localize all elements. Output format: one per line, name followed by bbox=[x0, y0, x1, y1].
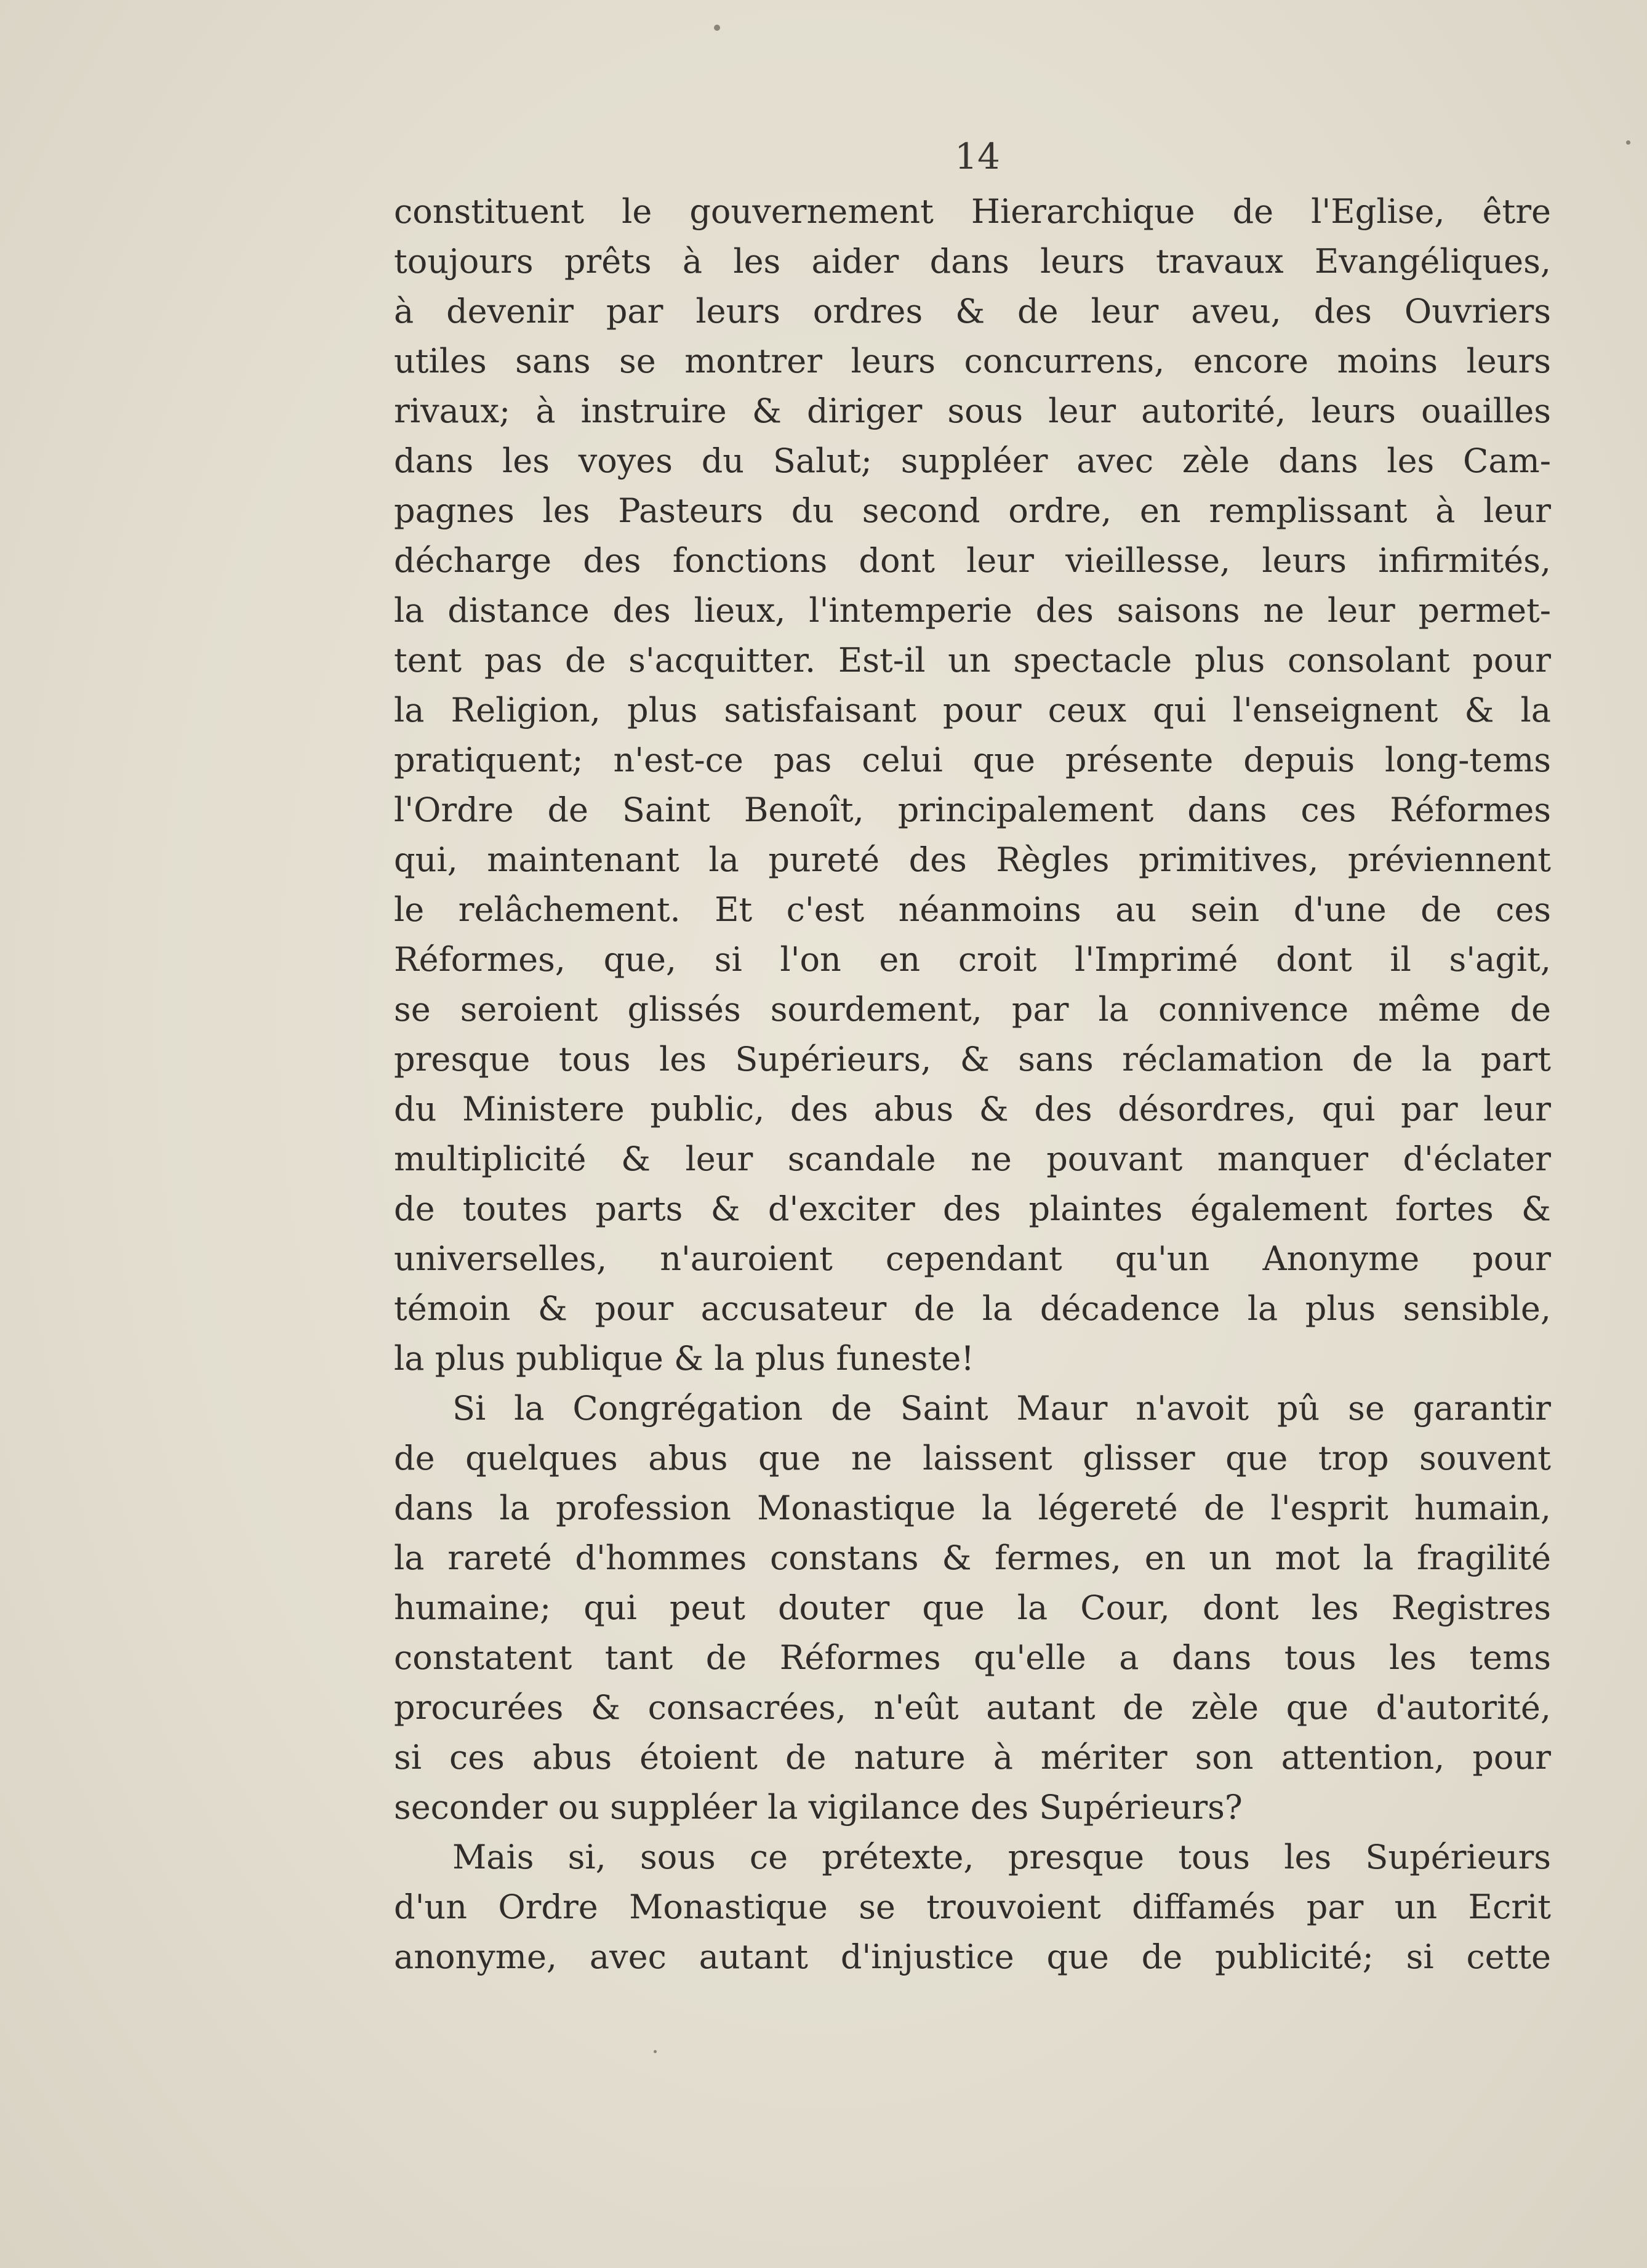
text-line: qui, maintenant la pureté des Règles primitives, préviennent bbox=[394, 840, 1551, 879]
text-line: d'un Ordre Monastique se trouvoient diffamés par un Ecrit bbox=[394, 1888, 1551, 1926]
text-line: le relâchement. Et c'est néanmoins au sein d'une de ces bbox=[394, 890, 1551, 929]
text-line: constatent tant de Réformes qu'elle a dans tous les tems bbox=[394, 1638, 1551, 1677]
text-line: dans la profession Monastique la légereté de l'esprit humain, bbox=[394, 1489, 1551, 1527]
text-line: de toutes parts & d'exciter des plaintes également fortes & bbox=[394, 1189, 1551, 1228]
paragraph-first-line: Si la Congrégation de Saint Maur n'avoit pû se garantir bbox=[452, 1389, 1551, 1428]
text-line: Réformes, que, si l'on en croit l'Imprimé dont il s'agit, bbox=[394, 940, 1551, 979]
ink-speck bbox=[714, 25, 720, 31]
text-line: se seroient glissés sourdement, par la connivence même de bbox=[394, 990, 1551, 1029]
text-line: si ces abus étoient de nature à mériter son attention, pour bbox=[394, 1738, 1551, 1777]
text-line: la Religion, plus satisfaisant pour ceux qui l'enseignent & la bbox=[394, 691, 1551, 730]
text-line: constituent le gouvernement Hierarchique de l'Eglise, être bbox=[394, 192, 1551, 231]
text-line: pratiquent; n'est-ce pas celui que présente depuis long-tems bbox=[394, 741, 1551, 779]
body-text bbox=[394, 187, 1551, 1982]
text-line: dans les voyes du Salut; suppléer avec zèle dans les Cam- bbox=[394, 441, 1551, 480]
text-line: à devenir par leurs ordres & de leur aveu, des Ouvriers bbox=[394, 292, 1551, 331]
text-line: presque tous les Supérieurs, & sans réclamation de la part bbox=[394, 1040, 1551, 1079]
text-line: témoin & pour accusateur de la décadence la plus sensible, bbox=[394, 1289, 1551, 1328]
paragraph-end-line: seconder ou suppléer la vigilance des Supérieurs? bbox=[394, 1788, 1243, 1827]
ink-speck bbox=[1626, 140, 1630, 145]
paragraph-first-line: Mais si, sous ce prétexte, presque tous les Supérieurs bbox=[452, 1838, 1551, 1876]
text-line: procurées & consacrées, n'eût autant de zèle que d'autorité, bbox=[394, 1688, 1551, 1727]
ink-speck bbox=[654, 2050, 657, 2053]
paragraph-end-line: la plus publique & la plus funeste! bbox=[394, 1339, 974, 1378]
text-line: l'Ordre de Saint Benoît, principalement dans ces Réformes bbox=[394, 790, 1551, 829]
text-line: la distance des lieux, l'intemperie des saisons ne leur permet- bbox=[394, 591, 1551, 630]
page-number: 14 bbox=[955, 135, 1000, 177]
text-line: multiplicité & leur scandale ne pouvant manquer d'éclater bbox=[394, 1140, 1551, 1178]
text-line: universelles, n'auroient cependant qu'un Anonyme pour bbox=[394, 1239, 1551, 1278]
text-line: humaine; qui peut douter que la Cour, dont les Registres bbox=[394, 1588, 1551, 1627]
text-line: du Ministere public, des abus & des désordres, qui par leur bbox=[394, 1090, 1551, 1128]
text-line: toujours prêts à les aider dans leurs travaux Evangéliques, bbox=[394, 242, 1551, 281]
text-line: la rareté d'hommes constans & fermes, en un mot la fragilité bbox=[394, 1538, 1551, 1577]
text-line: pagnes les Pasteurs du second ordre, en remplissant à leur bbox=[394, 491, 1551, 530]
text-line: décharge des fonctions dont leur vieillesse, leurs infirmités, bbox=[394, 541, 1551, 580]
text-line: rivaux; à instruire & diriger sous leur autorité, leurs ouailles bbox=[394, 392, 1551, 430]
text-line: de quelques abus que ne laissent glisser que trop souvent bbox=[394, 1439, 1551, 1478]
text-line: tent pas de s'acquitter. Est-il un spectacle plus consolant pour bbox=[394, 641, 1551, 680]
text-line: utiles sans se montrer leurs concurrens, encore moins leurs bbox=[394, 342, 1551, 380]
text-line: anonyme, avec autant d'injustice que de publicité; si cette bbox=[394, 1937, 1551, 1976]
